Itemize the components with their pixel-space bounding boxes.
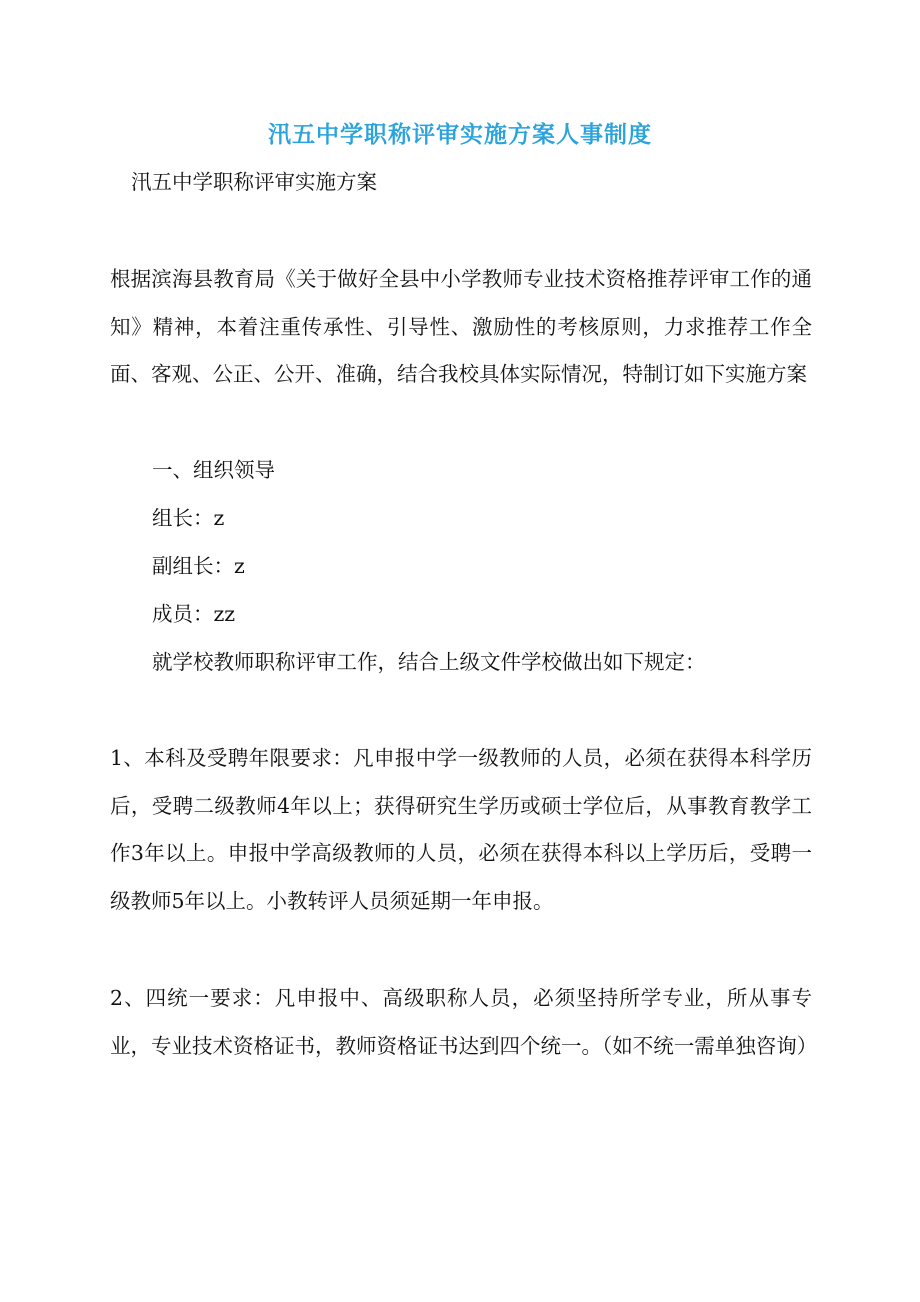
document-title: 汛五中学职称评审实施方案人事制度 (268, 122, 652, 148)
members-line: 成员：zz (152, 602, 236, 626)
intro-paragraph: 根据滨海县教育局《关于做好全县中小学教师专业技术资格推荐评审工作的通知》精神，本着注重传承性、引导性、激励性的考核原则，力求推荐工作全面、客观、公正、公开、准确，结合我校具体实际情况，特制订如下实施方案 (110, 267, 812, 386)
rules-intro-line: 就学校教师职称评审工作，结合上级文件学校做出如下规定： (152, 650, 706, 674)
section-heading-organization: 一、组织领导 (152, 458, 275, 482)
rule-2-paragraph: 2、四统一要求：凡申报中、高级职称人员，必须坚持所学专业，所从事专业，专业技术资格证书，教师资格证书达到四个统一。（如不统一需单独咨询） (110, 986, 818, 1058)
leader-line: 组长：z (152, 506, 225, 530)
vice-leader-line: 副组长：z (152, 554, 245, 578)
document-subtitle: 汛五中学职称评审实施方案 (131, 170, 377, 194)
rule-1-paragraph: 1、本科及受聘年限要求：凡申报中学一级教师的人员，必须在获得本科学历后，受聘二级教师4年以上；获得研究生学历或硕士学位后，从事教育教学工作3年以上。申报中学高级教师的人员，必须在获得本科以上学历后，受聘一级教师5年以上。小教转评人员须延期一年申报。 (110, 746, 812, 913)
